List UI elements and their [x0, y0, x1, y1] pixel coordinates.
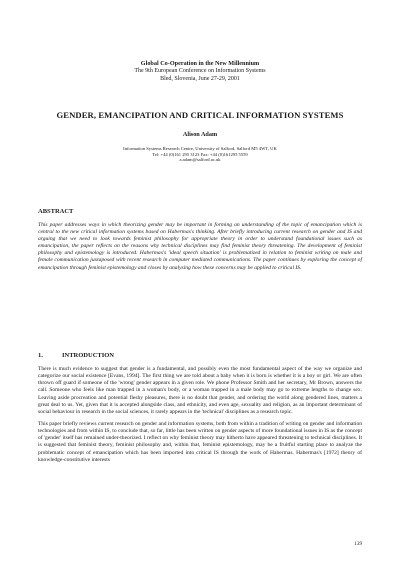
conference-header	[0, 60, 400, 83]
conference-subtitle: The 9th European Conference on Information Systems	[134, 68, 266, 74]
conference-location-date: Bled, Slovenia, June 27-29, 2001	[160, 75, 240, 82]
affiliation-phone-fax: Tel: +44 (0)161 295 3123 Fax: +44 (0)161295 5559	[152, 151, 248, 157]
conference-title: Global Co-Operation in the New Millennium	[140, 60, 260, 67]
author-name: Alison Adam	[182, 131, 218, 138]
intro-paragraph-2: This paper briefly reviews current research on gender and information systems, both from within a tradition of writing on gender and information technologies and from within IS, to conclude that, so far, little has been written on gender aspects of more foundational issues in IS as the concept of 'gender' itself has remained under-theorized. I reflect on why feminist theory may hitherto have appeared threatening to technical disciplines. It is suggested that feminist theory, feminist philosophy and, within that, feminist epistemology, may be a fruitful starting place to analyze the problematic concept of emancipation which has been imported into critical IS through the work of Habermas. Habermas's [1972] theory of knowledge-constitutive interests	[38, 420, 362, 463]
affiliation-email: a.adam@salford.ac.uk	[179, 157, 221, 163]
author-affiliation	[0, 146, 400, 163]
page-number: 139	[354, 541, 362, 547]
abstract-text: This paper addresses ways in which theorizing gender may be important in forming an understanding of the topic of emancipation which is central to the new critical information systems based on Habermas's thinking. After briefly introducing current research on gender and IS and arguing that we need to look towards feminist philosophy for appropriate theory in order to understand foundational issues such as emancipation, the paper reflects on the reasons why technical disciplines may find feminist theory threatening. The development of feminist philosophy and epistemology is introduced. Habermas's 'ideal speech situation' is problematized in relation to feminist writing on male and female communication juxtaposed with recent research in computer mediated communications. The paper continues by exploring the concept of emancipation through feminist epistemology and closes by analysing how these concerns may be applied to critical IS.	[38, 222, 362, 271]
introduction-heading: INTRODUCTION	[62, 352, 115, 359]
paper-title: GENDER, EMANCIPATION AND CRITICAL INFORMATION SYSTEMS	[56, 110, 344, 120]
abstract-heading: ABSTRACT	[38, 208, 74, 215]
section-number: 1.	[38, 352, 43, 359]
introduction-body	[38, 366, 362, 469]
affiliation-institution: Information Systems Research Centre, University of Salford, Salford M5 4WT, UK	[123, 146, 277, 151]
intro-paragraph-1: There is much evidence to suggest that gender is a fundamental, and possibly even the most fundamental aspect of the way we organize and categorize our social existence [Evans, 1994]. The first thing we are told about a baby when it is born is whether it is a boy or girl. We are often thrown off guard if someone of the 'wrong' gender appears in a given role. We phone Professor Smith and her secretary, Mr Brown, answers the call. Someone who feels like man trapped in a woman's body, or a woman trapped in a male body may go to extreme lengths to change sex. Leaving aside procreation and potential fleshy pleasures, there is no doubt that gender, and ordering the world along gendered lines, matters a great deal to us. Yet, given that it is accepted alongside class, and ethnicity, and even age, sexuality and religion, as an important determinant of social behaviour in research in the social sciences, it rarely appears in the 'technical' disciplines as a research topic.	[38, 366, 362, 415]
